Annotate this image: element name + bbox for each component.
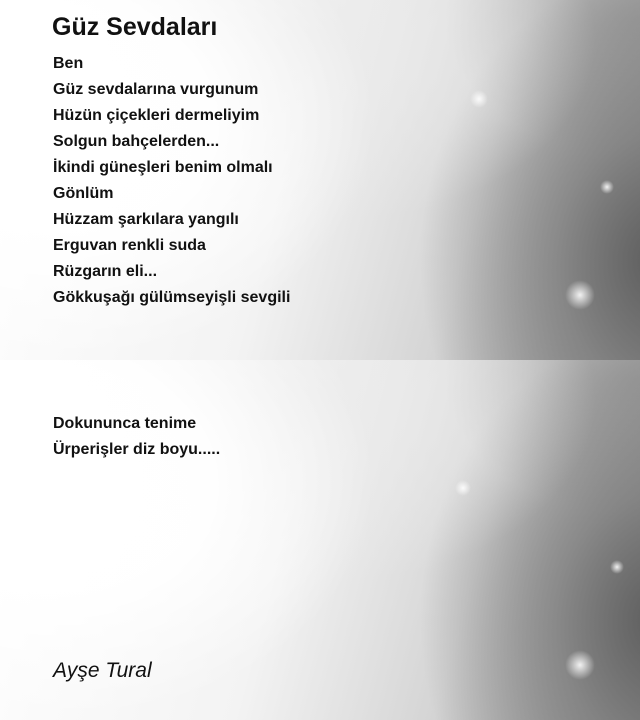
poem-card-page-2 bbox=[0, 360, 640, 720]
poem-line: Ben bbox=[53, 55, 84, 72]
poem-line: Dokununca tenime bbox=[53, 415, 197, 432]
poem-author: Ayşe Tural bbox=[53, 659, 152, 682]
poem-line: İkindi güneşleri benim olmalı bbox=[53, 159, 273, 176]
poem-title: Güz Sevdaları bbox=[52, 13, 218, 41]
poem-line: Rüzgarın eli... bbox=[53, 263, 158, 280]
bokeh-light bbox=[600, 180, 614, 194]
bokeh-light bbox=[565, 650, 595, 680]
bokeh-light bbox=[565, 280, 595, 310]
poem-stanza-1 bbox=[53, 51, 290, 311]
poem-line: Hüzzam şarkılara yangılı bbox=[53, 211, 239, 228]
poem-line: Gönlüm bbox=[53, 185, 114, 202]
bokeh-light bbox=[470, 90, 488, 108]
poem-line: Güz sevdalarına vurgunum bbox=[53, 81, 259, 98]
poem-line: Hüzün çiçekleri dermeliyim bbox=[53, 107, 260, 124]
poem-line: Gökkuşağı gülümseyişli sevgili bbox=[53, 289, 291, 306]
bokeh-light bbox=[455, 480, 471, 496]
poem-line: Ürperişler diz boyu..... bbox=[53, 441, 221, 458]
poem-line: Erguvan renkli suda bbox=[53, 237, 206, 254]
poem-line: Solgun bahçelerden... bbox=[53, 133, 220, 150]
poem-stanza-2 bbox=[53, 411, 220, 463]
bokeh-light bbox=[610, 560, 624, 574]
